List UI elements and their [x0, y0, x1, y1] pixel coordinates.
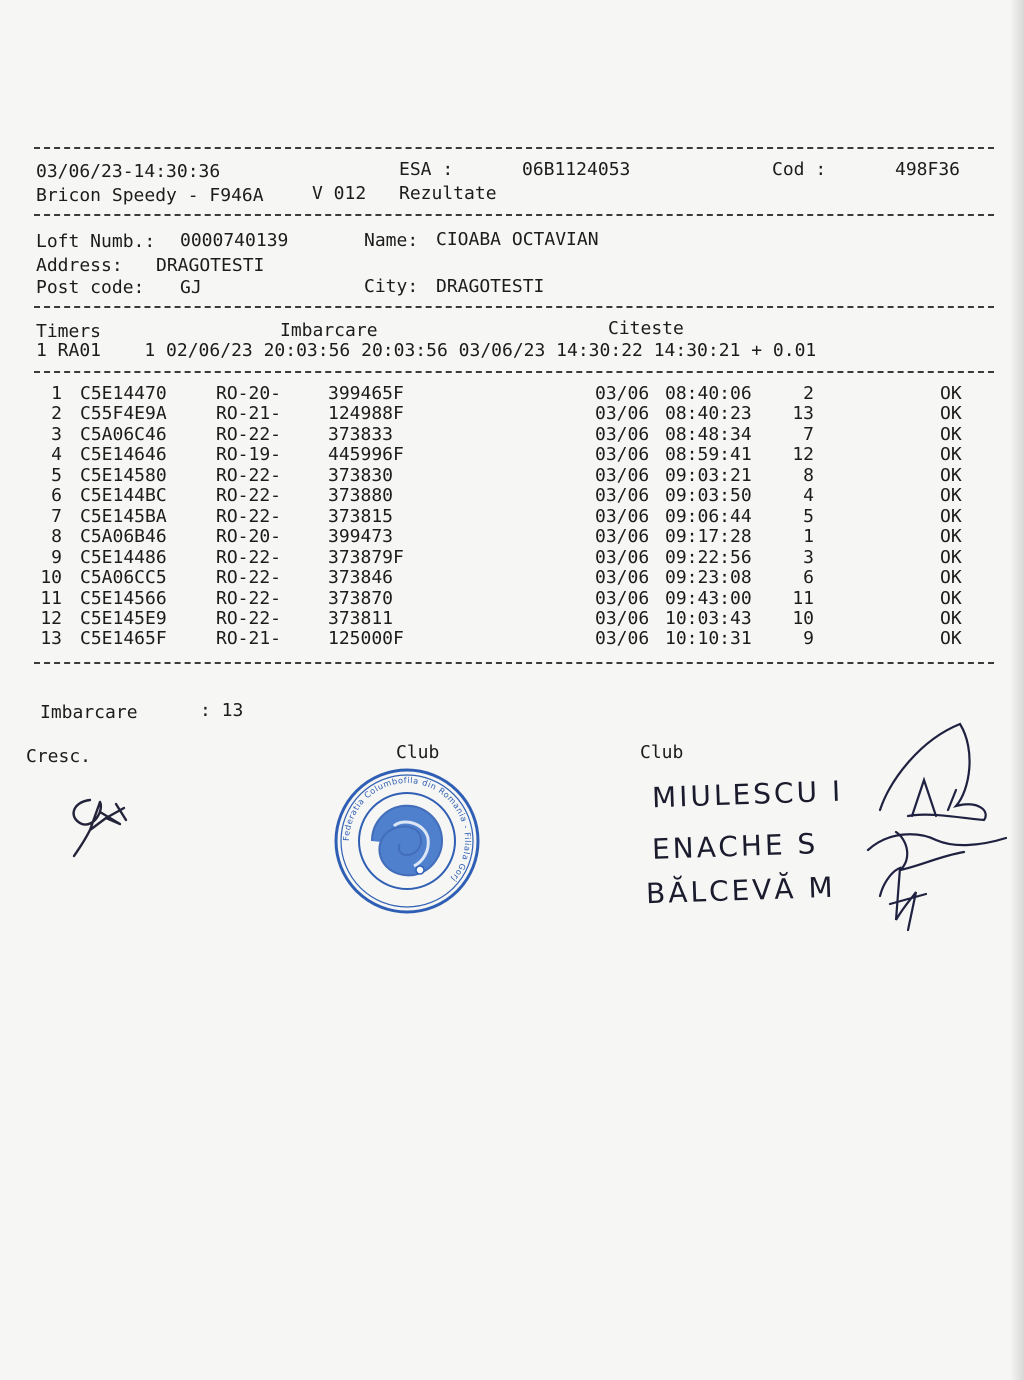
row-arrival-time: 08:59:41 — [665, 444, 752, 466]
separator-results — [34, 662, 994, 664]
row-arrival-time: 10:03:43 — [665, 607, 752, 629]
club-stamp-icon — [332, 766, 482, 916]
table-row — [0, 548, 1024, 569]
address-label: Address: — [36, 255, 123, 276]
row-rank: 9 — [803, 628, 814, 650]
row-ring-number: 125000F — [328, 628, 404, 650]
row-arrival-time: 08:40:23 — [665, 403, 752, 425]
row-chip-id: C5E14470 — [80, 383, 167, 404]
row-chip-id: C5E145E9 — [80, 607, 167, 629]
row-status: OK — [940, 485, 962, 507]
table-row — [0, 609, 1024, 630]
row-status: OK — [940, 526, 962, 548]
row-arrival-date: 03/06 — [595, 526, 650, 548]
row-status: OK — [940, 587, 962, 609]
timers-label: Timers — [36, 321, 102, 342]
row-chip-id: C5E1465F — [80, 628, 167, 650]
row-chip-id: C5E14580 — [80, 464, 167, 486]
timer-line: 1 RA01 1 02/06/23 20:03:56 20:03:56 03/06/23 14:30:22 14:30:21 + 0.01 — [36, 340, 817, 361]
row-ring-prefix: RO-20- — [216, 383, 282, 404]
row-arrival-time: 08:40:06 — [665, 383, 752, 404]
address-value: DRAGOTESTI — [156, 255, 265, 276]
handwritten-name-2: ENACHE S — [651, 827, 819, 866]
name-value: CIOABA OCTAVIAN — [436, 229, 599, 250]
row-status: OK — [940, 505, 962, 527]
row-number: 12 — [40, 607, 62, 629]
row-rank: 5 — [803, 505, 814, 527]
club-label-stamp: Club — [396, 742, 440, 763]
row-rank: 12 — [792, 444, 814, 466]
timers-citeste-label: Citeste — [608, 318, 684, 339]
row-ring-prefix: RO-20- — [216, 526, 282, 548]
city-value: DRAGOTESTI — [436, 276, 545, 297]
table-row — [0, 589, 1024, 610]
row-rank: 1 — [803, 526, 814, 548]
row-number: 10 — [40, 567, 62, 589]
device-name: Bricon Speedy - F946A — [36, 185, 264, 206]
row-rank: 13 — [792, 403, 814, 425]
row-chip-id: C5E14486 — [80, 546, 167, 568]
row-arrival-time: 09:03:50 — [665, 485, 752, 507]
device-version: V 012 — [312, 183, 367, 204]
row-arrival-date: 03/06 — [595, 607, 650, 629]
row-ring-number: 445996F — [328, 444, 404, 466]
document-type: Rezultate — [399, 183, 497, 204]
row-ring-prefix: RO-22- — [216, 546, 282, 568]
row-arrival-time: 09:03:21 — [665, 464, 752, 486]
cresc-label: Cresc. — [26, 746, 92, 767]
table-row — [0, 486, 1024, 507]
city-label: City: — [364, 276, 419, 297]
row-chip-id: C5A06C46 — [80, 423, 167, 445]
row-ring-number: 373879F — [328, 546, 404, 568]
row-arrival-date: 03/06 — [595, 546, 650, 568]
separator-owner — [34, 306, 994, 308]
row-number: 6 — [51, 485, 62, 507]
row-arrival-date: 03/06 — [595, 464, 650, 486]
row-arrival-date: 03/06 — [595, 628, 650, 650]
print-datetime: 03/06/23-14:30:36 — [36, 161, 221, 182]
row-ring-number: 373815 — [328, 505, 394, 527]
row-ring-number: 373830 — [328, 464, 394, 486]
row-rank: 4 — [803, 485, 814, 507]
row-arrival-date: 03/06 — [595, 587, 650, 609]
table-row — [0, 527, 1024, 548]
row-number: 3 — [51, 423, 62, 445]
loft-number-label: Loft Numb.: — [36, 231, 156, 252]
row-status: OK — [940, 383, 962, 404]
table-row — [0, 384, 1024, 405]
row-rank: 3 — [803, 546, 814, 568]
row-ring-prefix: RO-21- — [216, 628, 282, 650]
row-arrival-date: 03/06 — [595, 403, 650, 425]
row-chip-id: C5E14646 — [80, 444, 167, 466]
row-rank: 2 — [803, 383, 814, 404]
esa-label: ESA : — [399, 159, 454, 180]
row-ring-number: 373880 — [328, 485, 394, 507]
timers-imbarcare-label: Imbarcare — [280, 320, 378, 341]
row-ring-prefix: RO-22- — [216, 485, 282, 507]
separator-header — [34, 214, 994, 216]
row-chip-id: C5E144BC — [80, 485, 167, 507]
row-number: 7 — [51, 505, 62, 527]
row-arrival-time: 09:23:08 — [665, 567, 752, 589]
row-status: OK — [940, 403, 962, 425]
row-ring-prefix: RO-22- — [216, 464, 282, 486]
table-row — [0, 404, 1024, 425]
row-ring-prefix: RO-22- — [216, 607, 282, 629]
row-status: OK — [940, 567, 962, 589]
club-label-signatures: Club — [640, 742, 684, 763]
row-ring-prefix: RO-19- — [216, 444, 282, 466]
committee-signatures-icon — [860, 720, 1010, 940]
cod-value: 498F36 — [895, 159, 961, 180]
row-number: 2 — [51, 403, 62, 425]
row-ring-number: 373846 — [328, 567, 394, 589]
postcode-label: Post code: — [36, 277, 145, 298]
row-chip-id: C5E145BA — [80, 505, 167, 527]
row-chip-id: C5E14566 — [80, 587, 167, 609]
breeder-signature-icon — [60, 790, 140, 862]
stamp-ring-text: Federatia Columbofila din Romania - Filiala Gorj — [340, 774, 474, 885]
row-number: 13 — [40, 628, 62, 650]
row-number: 5 — [51, 464, 62, 486]
row-ring-number: 373811 — [328, 607, 394, 629]
table-row — [0, 425, 1024, 446]
row-ring-number: 373833 — [328, 423, 394, 445]
row-status: OK — [940, 423, 962, 445]
row-status: OK — [940, 444, 962, 466]
table-row — [0, 507, 1024, 528]
row-rank: 7 — [803, 423, 814, 445]
row-chip-id: C5A06CC5 — [80, 567, 167, 589]
row-status: OK — [940, 607, 962, 629]
row-arrival-date: 03/06 — [595, 383, 650, 404]
table-row — [0, 568, 1024, 589]
row-arrival-time: 09:22:56 — [665, 546, 752, 568]
row-number: 11 — [40, 587, 62, 609]
table-row — [0, 445, 1024, 466]
row-arrival-date: 03/06 — [595, 423, 650, 445]
row-arrival-time: 09:43:00 — [665, 587, 752, 609]
row-arrival-time: 10:10:31 — [665, 628, 752, 650]
row-arrival-date: 03/06 — [595, 567, 650, 589]
separator-top — [34, 147, 994, 149]
row-ring-prefix: RO-21- — [216, 403, 282, 425]
row-ring-number: 124988F — [328, 403, 404, 425]
row-arrival-time: 08:48:34 — [665, 423, 752, 445]
postcode-value: GJ — [180, 277, 202, 298]
row-number: 1 — [51, 383, 62, 404]
row-number: 9 — [51, 546, 62, 568]
row-arrival-time: 09:06:44 — [665, 505, 752, 527]
row-ring-prefix: RO-22- — [216, 423, 282, 445]
row-status: OK — [940, 628, 962, 650]
row-arrival-date: 03/06 — [595, 485, 650, 507]
summary-imbarcare-label: Imbarcare — [40, 702, 138, 723]
row-rank: 10 — [792, 607, 814, 629]
table-row — [0, 466, 1024, 487]
row-ring-number: 399465F — [328, 383, 404, 404]
row-rank: 11 — [792, 587, 814, 609]
row-arrival-date: 03/06 — [595, 444, 650, 466]
row-status: OK — [940, 464, 962, 486]
row-number: 4 — [51, 444, 62, 466]
esa-value: 06B1124053 — [522, 159, 631, 180]
row-ring-number: 373870 — [328, 587, 394, 609]
page-edge-shadow — [1010, 0, 1024, 1380]
row-number: 8 — [51, 526, 62, 548]
row-arrival-time: 09:17:28 — [665, 526, 752, 548]
row-ring-prefix: RO-22- — [216, 587, 282, 609]
row-ring-prefix: RO-22- — [216, 567, 282, 589]
row-chip-id: C55F4E9A — [80, 403, 167, 425]
row-ring-prefix: RO-22- — [216, 505, 282, 527]
row-rank: 8 — [803, 464, 814, 486]
row-arrival-date: 03/06 — [595, 505, 650, 527]
row-rank: 6 — [803, 567, 814, 589]
separator-timers — [34, 371, 994, 373]
cod-label: Cod : — [772, 159, 827, 180]
table-row — [0, 629, 1024, 650]
handwritten-name-3: BĂLCEVĂ M — [645, 870, 837, 911]
row-ring-number: 399473 — [328, 526, 394, 548]
handwritten-name-1: MIULESCU I — [651, 774, 844, 815]
row-chip-id: C5A06B46 — [80, 526, 167, 548]
row-status: OK — [940, 546, 962, 568]
name-label: Name: — [364, 230, 419, 251]
summary-imbarcare-value: : 13 — [200, 700, 244, 721]
loft-number-value: 0000740139 — [180, 230, 289, 251]
